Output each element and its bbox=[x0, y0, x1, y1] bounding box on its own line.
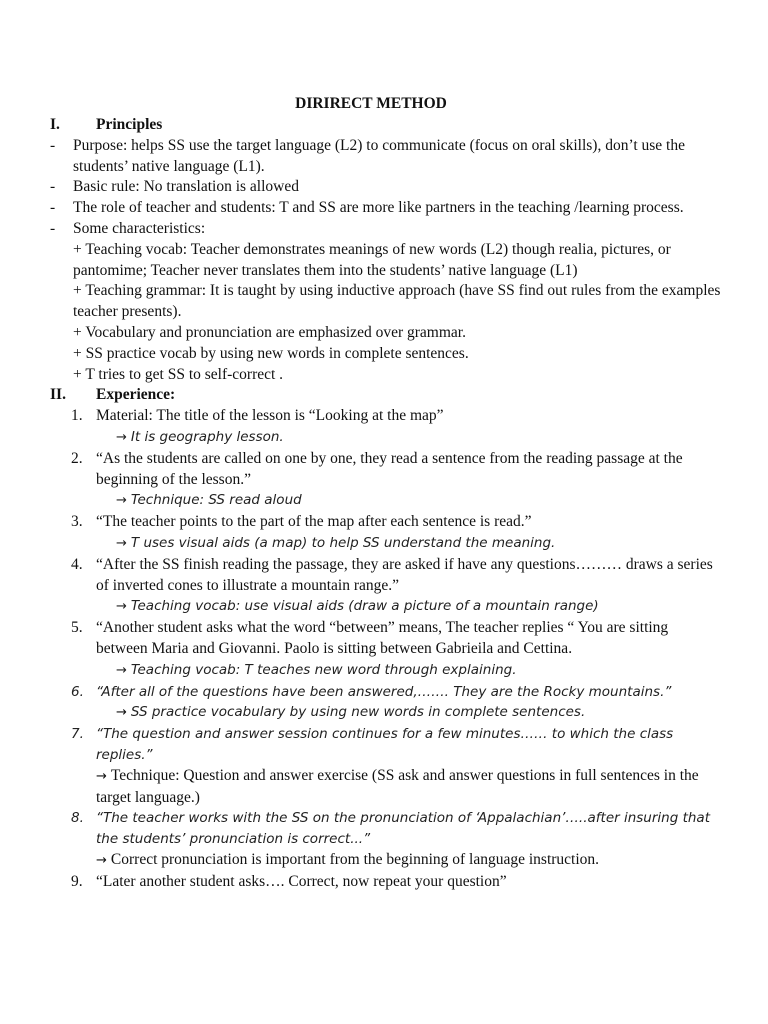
item-note: → T uses visual aids (a map) to help SS understand the meaning. bbox=[116, 534, 556, 551]
characteristic-item: + Vocabulary and pronunciation are emphasized over grammar. bbox=[73, 323, 466, 341]
list-item: 4. “After the SS finish reading the passage, they are asked if have any questions……… draws a series of inverted cones to illustrate a mountain range.” bbox=[71, 555, 713, 594]
arrow-right-icon: → bbox=[116, 705, 127, 721]
item-note: → Technique: Question and answer exercise (SS ask and answer questions in full sentences in the target language.) bbox=[96, 766, 699, 806]
arrow-right-icon: → bbox=[116, 662, 127, 678]
section-heading-experience bbox=[50, 385, 722, 406]
item-note: → It is geography lesson. bbox=[116, 428, 284, 445]
section-number: II. bbox=[50, 386, 66, 404]
list-item: 9. “Later another student asks…. Correct, now repeat your question” bbox=[71, 872, 507, 890]
list-item: 2. “As the students are called on one by one, they read a sentence from the reading passage at the beginning of the lesson.” bbox=[71, 449, 683, 488]
list-item: 7. “The question and answer session continues for a few minutes…… to which the class replies.” bbox=[71, 726, 674, 763]
list-item: 6. “After all of the questions have been answered,……. They are the Rocky mountains.” bbox=[71, 683, 672, 700]
bullet-role: - The role of teacher and students: T and SS are more like partners in the teaching /learning process. bbox=[50, 199, 684, 217]
item-text: “Another student asks what the word “between” means, The teacher replies “ You are sitting between Maria and Giovanni. Paolo is sitting between Gabrieila and Cettina. bbox=[96, 619, 669, 657]
section-label: Principles bbox=[96, 116, 163, 133]
list-item: 8. “The teacher works with the SS on the pronunciation of ‘Appalachian’…..after insuring that the students’ pronunciation is correct...” bbox=[71, 810, 710, 848]
item-note: → Technique: SS read aloud bbox=[116, 492, 302, 509]
item-note: → Teaching vocab: use visual aids (draw a picture of a mountain range) bbox=[116, 598, 599, 615]
item-text: “The teacher works with the SS on the pronunciation of ‘Appalachian’…..after insuring that the students’ pronunciation is correct...” bbox=[96, 810, 710, 848]
bullet-text: The role of teacher and students: T and SS are more like partners in the teaching /learning process. bbox=[73, 199, 684, 217]
item-text: “After the SS finish reading the passage, they are asked if have any questions……… draws a series of inverted cones to illustrate a mountain range.” bbox=[96, 555, 713, 594]
item-text: “After all of the questions have been answered,……. They are the Rocky mountains.” bbox=[96, 683, 672, 700]
item-text: “The teacher points to the part of the map after each sentence is read.” bbox=[96, 513, 532, 531]
characteristic-item: + Teaching grammar: It is taught by using inductive approach (have SS find out rules from the examples teacher presents). bbox=[73, 282, 721, 321]
arrow-right-icon: → bbox=[116, 429, 127, 445]
item-note: → SS practice vocabulary by using new words in complete sentences. bbox=[116, 704, 586, 721]
section-heading-principles bbox=[50, 115, 722, 136]
characteristic-item: + SS practice vocab by using new words in complete sentences. bbox=[73, 344, 469, 362]
bullet-purpose: - Purpose: helps SS use the target language (L2) to communicate (focus on oral skills), don’t use the students’ native language (L1). bbox=[50, 136, 685, 175]
bullet-text: Basic rule: No translation is allowed bbox=[73, 178, 299, 196]
bullet-characteristics: - Some characteristics: bbox=[50, 219, 206, 237]
item-text: “Later another student asks…. Correct, now repeat your question” bbox=[96, 872, 507, 890]
section-number: I. bbox=[50, 116, 60, 133]
arrow-right-icon: → bbox=[116, 599, 127, 615]
list-item: 5. “Another student asks what the word “between” means, The teacher replies “ You are sitting between Maria and Giovanni. Paolo is sitting between Gabrieila and Cettina. bbox=[71, 619, 669, 657]
characteristic-item: + T tries to get SS to self-correct . bbox=[73, 365, 284, 383]
document-title: DIRIRECT METHOD bbox=[295, 95, 447, 112]
bullet-text: Some characteristics: bbox=[73, 219, 206, 237]
arrow-right-icon: → bbox=[96, 852, 107, 868]
characteristic-item: + Teaching vocab: Teacher demonstrates meanings of new words (L2) though realia, pictures, or pantomime; Teacher never translates them into the students’ native language (L1) bbox=[73, 240, 671, 279]
item-text: “The question and answer session continues for a few minutes…… to which the class replies.” bbox=[96, 726, 674, 763]
arrow-right-icon: → bbox=[116, 493, 127, 509]
list-item: 3. “The teacher points to the part of the map after each sentence is read.” bbox=[71, 513, 532, 531]
bullet-basic-rule: - Basic rule: No translation is allowed bbox=[50, 178, 299, 196]
item-text: Material: The title of the lesson is “Looking at the map” bbox=[96, 407, 444, 425]
item-note: → Correct pronunciation is important from the beginning of language instruction. bbox=[96, 850, 600, 868]
item-note: → Teaching vocab: T teaches new word through explaining. bbox=[116, 661, 517, 678]
section-label: Experience: bbox=[96, 386, 176, 404]
bullet-text: Purpose: helps SS use the target language (L2) to communicate (focus on oral skills), don’t use the students’ native language (L1). bbox=[73, 136, 685, 175]
item-text: “As the students are called on one by one, they read a sentence from the reading passage at the beginning of the lesson.” bbox=[96, 449, 683, 488]
document-body bbox=[50, 115, 722, 892]
list-item: 1. Material: The title of the lesson is “Looking at the map” bbox=[71, 407, 444, 425]
arrow-right-icon: → bbox=[96, 768, 107, 784]
arrow-right-icon: → bbox=[116, 535, 127, 551]
